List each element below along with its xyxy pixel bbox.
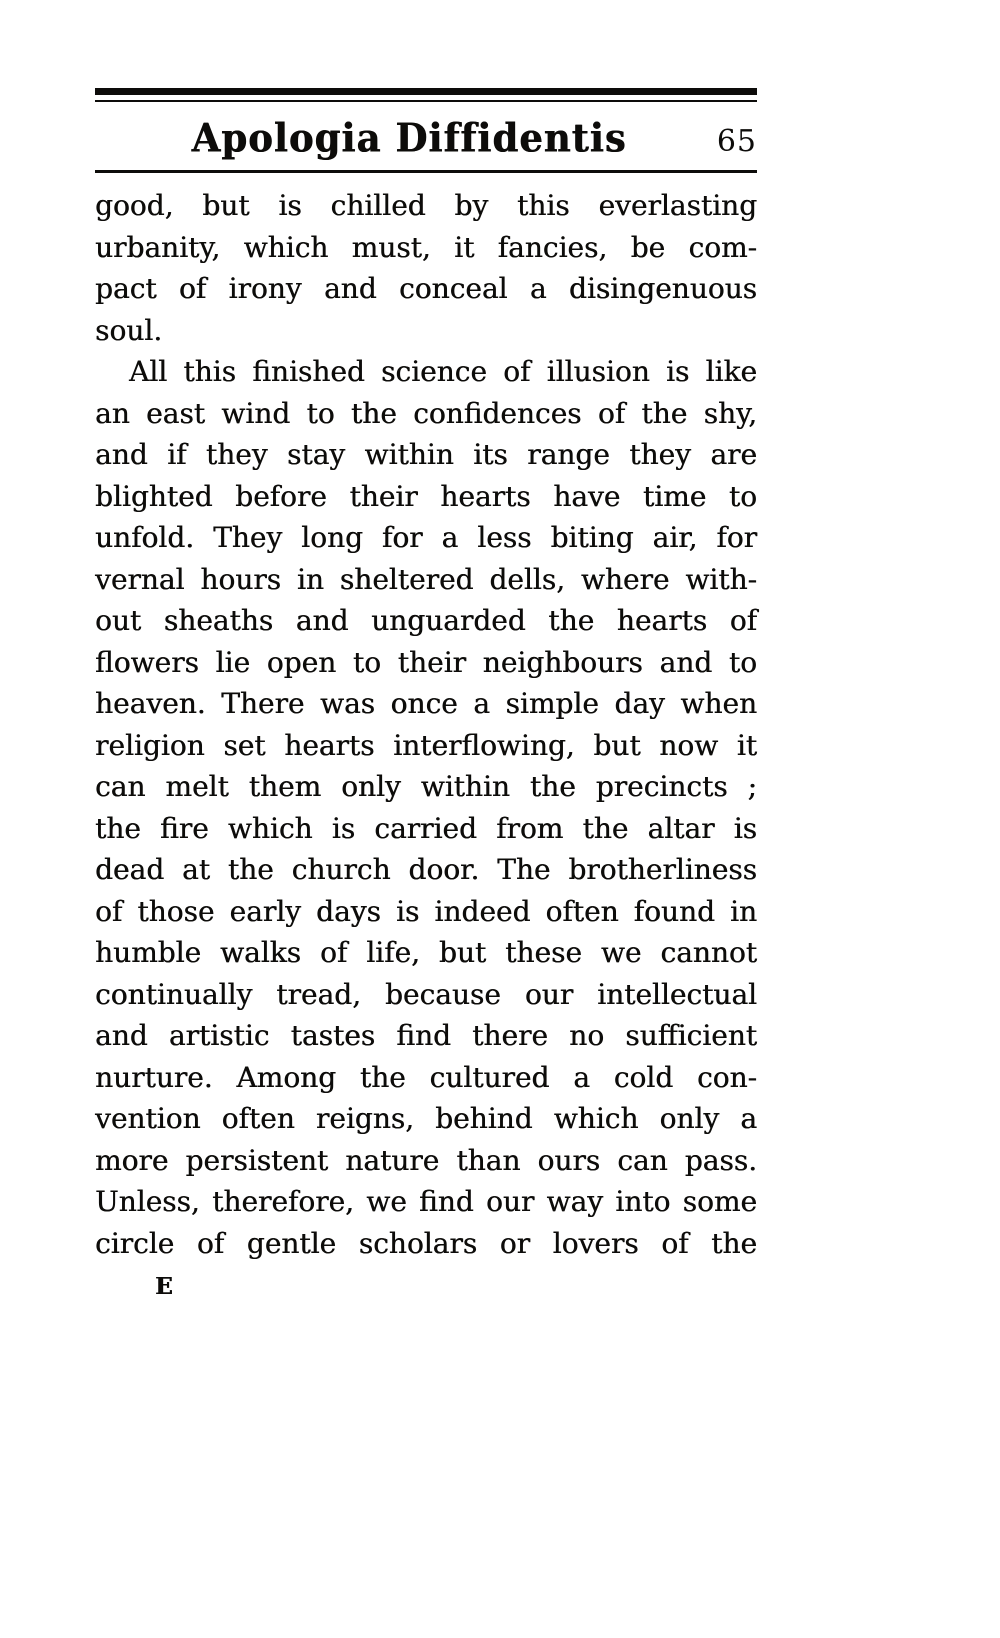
text-line: unfold. They long for a less biting air, for xyxy=(95,521,757,554)
text-line: All this finished science of illusion is like xyxy=(129,355,757,388)
header-rule-bottom xyxy=(95,170,757,173)
text-line: of those early days is indeed often found in xyxy=(95,894,757,928)
text-line: vention often reigns, behind which only a xyxy=(95,1102,757,1135)
text-line: Unless, therefore, we find our way into some xyxy=(95,1185,757,1218)
running-header xyxy=(95,116,757,160)
text-line: dead at the church door. The brotherliness xyxy=(95,853,757,886)
text-line: the fire which is carried from the altar is xyxy=(95,811,757,845)
text-line: urbanity, which must, it fancies, be com- xyxy=(95,230,757,264)
header-rule-thick xyxy=(95,88,757,95)
text-line: and if they stay within its range they are xyxy=(95,438,757,471)
text-line: nurture. Among the cultured a cold con- xyxy=(95,1060,757,1094)
text-line: and artistic tastes find there no sufficient xyxy=(95,1019,757,1052)
text-line: religion set hearts interflowing, but now it xyxy=(95,728,757,762)
text-line: out sheaths and unguarded the hearts of xyxy=(95,604,757,637)
text-line: continually tread, because our intellectual xyxy=(95,977,757,1011)
body-text xyxy=(95,185,757,1264)
text-line: can melt them only within the precincts ; xyxy=(95,770,757,803)
page-title: Apologia Diffidentis xyxy=(191,114,627,162)
text-line: humble walks of life, but these we cannot xyxy=(95,936,757,969)
printers-signature-mark: E xyxy=(155,1273,173,1300)
text-line: blighted before their hearts have time to xyxy=(95,479,757,513)
page-content xyxy=(95,88,757,1302)
text-line: good, but is chilled by this everlasting xyxy=(95,189,757,222)
text-line: pact of irony and conceal a disingenuous xyxy=(95,272,757,305)
text-line: soul. xyxy=(95,313,163,347)
page-number: 65 xyxy=(716,124,757,159)
header-rule-thin xyxy=(95,100,757,102)
text-line: more persistent nature than ours can pass. xyxy=(95,1143,757,1177)
text-line: circle of gentle scholars or lovers of the xyxy=(95,1226,757,1260)
text-line: an east wind to the confidences of the shy, xyxy=(95,396,757,430)
text-line: vernal hours in sheltered dells, where with- xyxy=(95,562,757,596)
text-line: flowers lie open to their neighbours and to xyxy=(95,645,757,679)
header-page-number-area xyxy=(627,124,757,159)
text-line: heaven. There was once a simple day when xyxy=(95,687,757,720)
